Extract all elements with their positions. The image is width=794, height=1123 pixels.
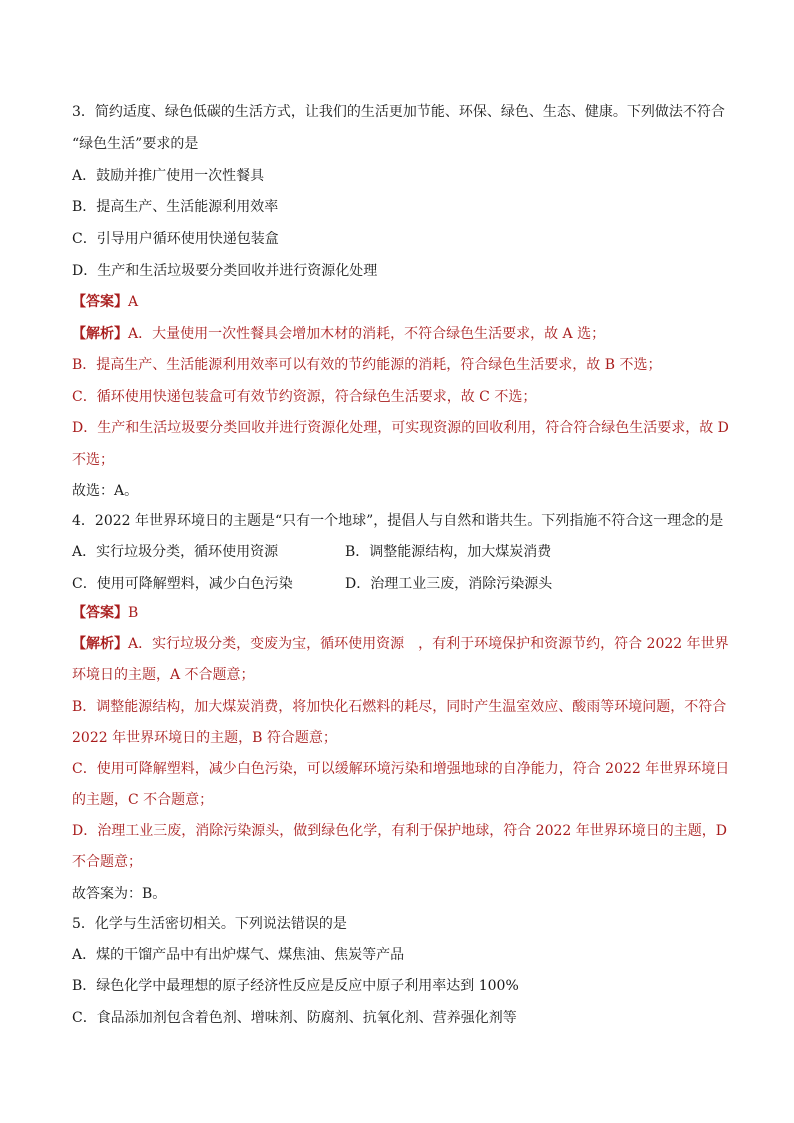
q4-analysis-line2: 环境日的主题，A 不合题意； xyxy=(72,667,255,683)
q4-options-row2 xyxy=(72,574,722,594)
q4-analysis-line5: C．使用可降解塑料，减少白色污染，可以缓解环境污染和增强地球的自净能力，符合 2022 年世界环境日 xyxy=(72,761,730,777)
answer-label: 【答案】 xyxy=(72,605,128,621)
analysis-label: 【解析】 xyxy=(72,326,128,342)
q4-analysis-line8: 不合题意； xyxy=(72,854,142,870)
analysis-label: 【解析】 xyxy=(72,636,128,652)
q4-option-c: C．使用可降解塑料，减少白色污染 xyxy=(72,576,293,592)
q4-option-b: B．调整能源结构，加大煤炭消费 xyxy=(345,544,552,560)
q4-analysis-line7: D．治理工业三废，消除污染源头，做到绿色化学，有利于保护地球，符合 2022 年世界环境日的主题，D xyxy=(72,823,727,839)
q4-analysis-line6: 的主题，C 不合题意； xyxy=(72,792,214,808)
q3-conclusion: 故选：A。 xyxy=(72,483,139,499)
analysis-text: A．大量使用一次性餐具会增加木材的消耗，不符合绿色生活要求，故 A 选； xyxy=(128,326,606,342)
q4-stem: 4．2022 年世界环境日的主题是“只有一个地球”，提倡人与自然和谐共生。下列指施不符合这一理念的是 xyxy=(72,513,724,529)
q4-options-row1 xyxy=(72,542,722,562)
q3-analysis-line2: B．提高生产、生活能源利用效率可以有效的节约能源的消耗，符合绿色生活要求，故 B 不选； xyxy=(72,357,662,373)
q5-option-a: A．煤的干馏产品中有出炉煤气、煤焦油、焦炭等产品 xyxy=(72,947,405,963)
q3-option-d: D．生产和生活垃圾要分类回收并进行资源化处理 xyxy=(72,263,378,279)
q5-option-b: B．绿色化学中最理想的原子经济性反应是反应中原子利用率达到 100% xyxy=(72,978,519,994)
q4-option-d: D．治理工业三废，消除污染源头 xyxy=(345,576,553,592)
q3-option-a: A．鼓励并推广使用一次性餐具 xyxy=(72,168,265,184)
q3-option-b: B．提高生产、生活能源利用效率 xyxy=(72,199,279,215)
q3-stem-line2: “绿色生活”要求的是 xyxy=(72,136,199,152)
answer-value: B xyxy=(128,605,139,621)
q3-analysis-line4: D．生产和生活垃圾要分类回收并进行资源化处理，可实现资源的回收利用，符合符合绿色生活要求，故 D xyxy=(72,420,729,436)
analysis-text: A．实行垃圾分类，变废为宝，循环使用资源 ，有利于环境保护和资源节约，符合 2022 年世界 xyxy=(128,636,729,652)
answer-value: A xyxy=(128,294,139,310)
q4-answer xyxy=(72,603,138,623)
q4-analysis-line3: B．调整能源结构，加大煤炭消费，将加快化石燃料的耗尽，同时产生温室效应、酸雨等环境问题，不符合 xyxy=(72,699,727,715)
q3-analysis-line5: 不选； xyxy=(72,452,114,468)
q3-option-c: C．引导用户循环使用快递包装盒 xyxy=(72,231,279,247)
q4-conclusion: 故答案为：B。 xyxy=(72,886,167,902)
q3-analysis-line1 xyxy=(72,324,605,344)
answer-label: 【答案】 xyxy=(72,294,128,310)
q4-analysis-line4: 2022 年世界环境日的主题，B 符合题意； xyxy=(72,730,337,746)
q5-stem: 5．化学与生活密切相关。下列说法错误的是 xyxy=(72,916,347,932)
q4-analysis-line1 xyxy=(72,634,729,654)
q3-answer xyxy=(72,292,138,312)
q5-option-c: C．食品添加剂包含着色剂、增味剂、防腐剂、抗氧化剂、营养强化剂等 xyxy=(72,1010,517,1026)
q4-option-a: A．实行垃圾分类，循环使用资源 xyxy=(72,544,279,560)
q3-stem-line1: 3．简约适度、绿色低碳的生活方式，让我们的生活更加节能、环保、绿色、生态、健康。下列做法不符合 xyxy=(72,104,725,120)
q3-analysis-line3: C．循环使用快递包装盒可有效节约资源，符合绿色生活要求，故 C 不选； xyxy=(72,389,537,405)
